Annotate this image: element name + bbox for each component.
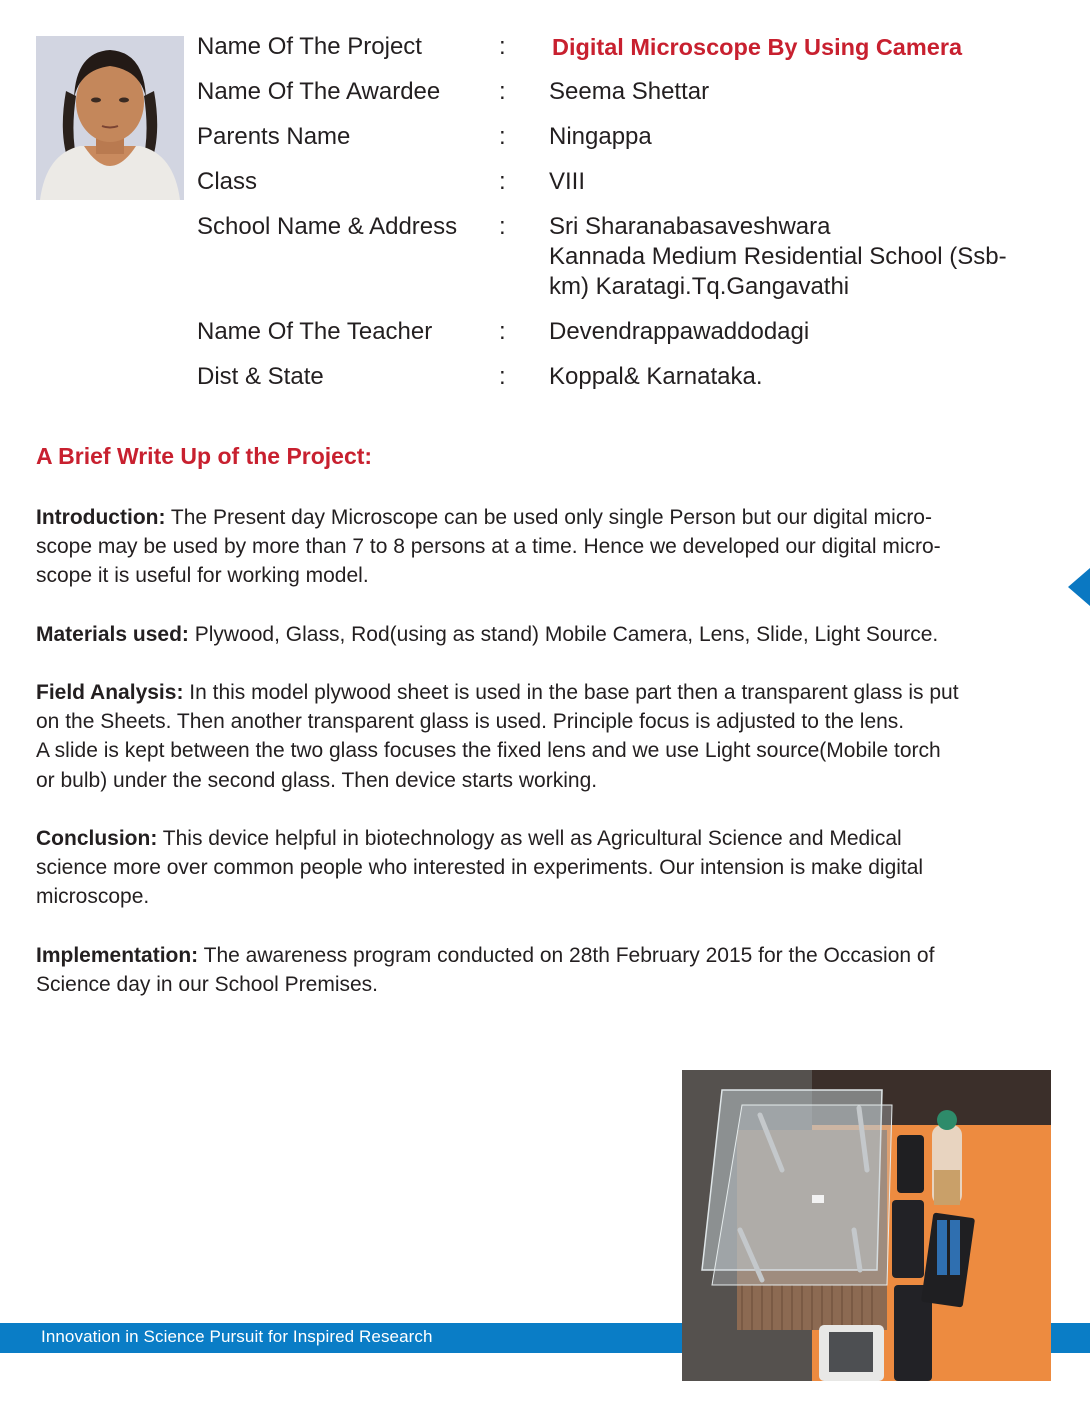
- info-colon: :: [499, 33, 506, 60]
- dist-state-value: Koppal& Karnataka.: [549, 363, 763, 390]
- info-label: Parents Name: [197, 123, 351, 150]
- conclusion-line: science more over common people who interested in experiments. Our intension is make digital: [36, 856, 924, 880]
- info-colon: :: [499, 78, 506, 105]
- conclusion-line: microscope.: [36, 885, 150, 909]
- info-label: School Name & Address: [197, 213, 458, 240]
- field-analysis-term: Field Analysis:: [36, 681, 184, 704]
- field-analysis-line: on the Sheets. Then another transparent glass is used. Principle focus is adjusted to the lens.: [36, 710, 905, 734]
- awardee-photo: [36, 36, 184, 200]
- introduction-line: scope it is useful for working model.: [36, 564, 369, 588]
- school-address-line: Kannada Medium Residential School (Ssb-: [549, 243, 1007, 270]
- info-label: Name Of The Teacher: [197, 318, 433, 345]
- school-address-line: Sri Sharanabasaveshwara: [549, 213, 831, 240]
- info-colon: :: [499, 363, 506, 390]
- microscope-model-image: [682, 1070, 1051, 1381]
- introduction-paragraph: [36, 503, 1056, 591]
- portrait-image: [36, 36, 184, 200]
- info-colon: :: [499, 168, 506, 195]
- field-analysis-line: In this model plywood sheet is used in the base part then a transparent glass is put: [183, 681, 959, 704]
- parents-name-value: Ningappa: [549, 123, 652, 150]
- info-label: Class: [197, 168, 258, 195]
- materials-line: Plywood, Glass, Rod(using as stand) Mobile Camera, Lens, Slide, Light Source.: [188, 623, 939, 646]
- field-analysis-line: A slide is kept between the two glass focuses the fixed lens and we use Light source(Mobile torch: [36, 739, 941, 763]
- implementation-term: Implementation:: [36, 944, 199, 967]
- footer-tagline: Innovation in Science Pursuit for Inspired Research: [41, 1327, 433, 1346]
- info-label: Name Of The Project: [197, 33, 422, 60]
- conclusion-term: Conclusion:: [36, 827, 158, 850]
- info-colon: :: [499, 318, 506, 345]
- school-address-line: km) Karatagi.Tq.Gangavathi: [549, 273, 850, 300]
- field-analysis-line: or bulb) under the second glass. Then device starts working.: [36, 768, 598, 792]
- introduction-line: The Present day Microscope can be used only single Person but our digital micro-: [165, 506, 932, 529]
- info-label: Name Of The Awardee: [197, 78, 441, 105]
- teacher-name-value: Devendrappawaddodagi: [549, 318, 810, 345]
- introduction-term: Introduction:: [36, 506, 166, 529]
- materials-term: Materials used:: [36, 623, 189, 646]
- introduction-line: scope may be used by more than 7 to 8 persons at a time. Hence we developed our digital micro-: [36, 535, 941, 559]
- project-name-value: Digital Microscope By Using Camera: [552, 34, 963, 60]
- implementation-paragraph: [36, 941, 1056, 999]
- conclusion-paragraph: [36, 824, 1056, 912]
- field-analysis-paragraph: [36, 678, 1056, 795]
- info-colon: :: [499, 123, 506, 150]
- conclusion-line: This device helpful in biotechnology as well as Agricultural Science and Medical: [157, 827, 902, 850]
- project-model-photo: [682, 1070, 1051, 1381]
- materials-paragraph: [36, 620, 1056, 649]
- info-label: Dist & State: [197, 363, 324, 390]
- awardee-name-value: Seema Shettar: [549, 78, 710, 105]
- info-colon: :: [499, 213, 506, 240]
- class-value: VIII: [549, 168, 586, 195]
- writeup-heading: A Brief Write Up of the Project:: [36, 443, 373, 469]
- implementation-line: Science day in our School Premises.: [36, 973, 378, 997]
- implementation-line: The awareness program conducted on 28th February 2015 for the Occasion of: [198, 944, 935, 967]
- page-marker-triangle-icon: [1068, 568, 1090, 606]
